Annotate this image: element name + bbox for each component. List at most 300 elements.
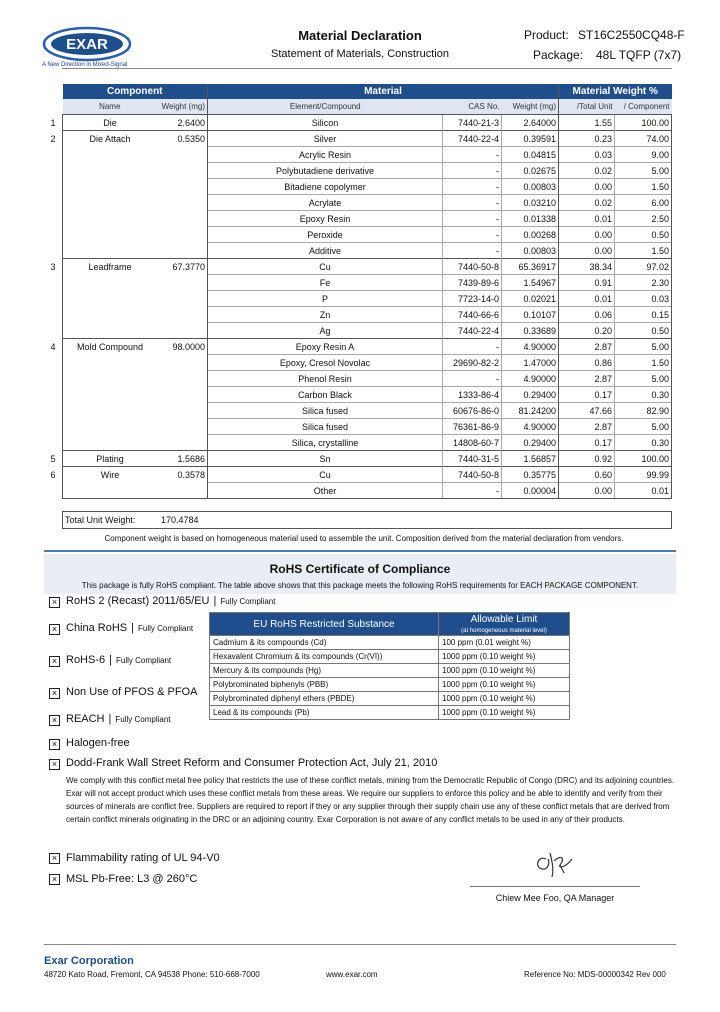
compliance-item-label: China RoHS — [66, 622, 128, 634]
element-name: Additive — [208, 243, 443, 259]
group-header-material: Material — [208, 84, 559, 99]
table-row — [44, 403, 672, 419]
component-name — [63, 323, 158, 339]
material-weight: 4.90000 — [502, 419, 559, 435]
component-name — [63, 483, 158, 499]
cas-number: 7440-50-8 — [443, 259, 502, 275]
component-name — [63, 355, 158, 371]
row-number: 3 — [50, 261, 56, 272]
material-weight: 4.90000 — [502, 371, 559, 387]
substance-name: Hexavalent Chromium & its compounds (Cr(VI)) — [210, 650, 439, 664]
material-weight: 0.02675 — [502, 163, 559, 179]
pct-total-unit: 0.03 — [559, 147, 615, 163]
row-number: 6 — [50, 469, 56, 480]
table-row — [44, 371, 672, 387]
element-name: Sn — [208, 451, 443, 467]
element-name: Epoxy Resin — [208, 211, 443, 227]
material-weight: 0.02021 — [502, 291, 559, 307]
element-name: Fe — [208, 275, 443, 291]
cas-number: 29690-82-2 — [443, 355, 502, 371]
component-weight — [157, 387, 208, 403]
col-element: Element/Compound — [208, 99, 443, 115]
element-name: Epoxy, Cresol Novolac — [208, 355, 443, 371]
compliance-item — [66, 686, 197, 698]
cas-number: - — [443, 483, 502, 499]
substance-row — [210, 692, 570, 706]
col-component: / Component — [615, 99, 672, 115]
material-weight: 0.00803 — [502, 243, 559, 259]
component-weight — [157, 163, 208, 179]
pct-component: 99.99 — [615, 467, 672, 483]
row-number — [44, 147, 63, 163]
component-name: Mold Compound — [63, 339, 158, 355]
package-label: Package: — [533, 48, 584, 62]
table-row — [44, 259, 672, 275]
row-number: 5 — [50, 453, 56, 464]
material-weight: 0.29400 — [502, 435, 559, 451]
cas-number: 1333-86-4 — [443, 387, 502, 403]
substance-row — [210, 706, 570, 720]
component-weight — [157, 355, 208, 371]
element-name: Carbon Black — [208, 387, 443, 403]
pct-component: 0.01 — [615, 483, 672, 499]
row-number — [44, 371, 63, 387]
footer-rule — [44, 944, 676, 945]
table-row — [44, 211, 672, 227]
material-weight: 0.29400 — [502, 387, 559, 403]
component-weight — [157, 179, 208, 195]
website-link[interactable]: www.exar.com — [326, 970, 378, 979]
material-weight: 1.47000 — [502, 355, 559, 371]
table-row — [44, 467, 672, 483]
col-weight: Weight (mg) — [157, 99, 208, 115]
exar-logo — [42, 26, 132, 62]
signature-line — [470, 886, 640, 887]
cas-number: 7440-31-5 — [443, 451, 502, 467]
cas-number: 7440-22-4 — [443, 323, 502, 339]
component-weight — [157, 195, 208, 211]
cas-number: - — [443, 371, 502, 387]
pct-component: 5.00 — [615, 339, 672, 355]
limit-subheader: (at homogeneous material level) — [439, 626, 570, 636]
cas-number: - — [443, 243, 502, 259]
element-name: Acrylic Resin — [208, 147, 443, 163]
compliance-item-status: Fully Compliant — [115, 715, 171, 724]
material-weight: 0.35775 — [502, 467, 559, 483]
cas-number: 7439-89-6 — [443, 275, 502, 291]
material-weight: 1.56857 — [502, 451, 559, 467]
pct-component: 1.50 — [615, 179, 672, 195]
pct-component: 97.02 — [615, 259, 672, 275]
substance-header: EU RoHS Restricted Substance — [210, 613, 439, 636]
pct-component: 1.50 — [615, 355, 672, 371]
pct-component: 0.30 — [615, 435, 672, 451]
component-name — [63, 307, 158, 323]
component-name: Wire — [63, 467, 158, 483]
material-weight: 0.00803 — [502, 179, 559, 195]
compliance-item-status: Fully Compliant — [220, 597, 276, 606]
compliance-item — [66, 622, 193, 634]
table-row — [44, 451, 672, 467]
element-name: Silver — [208, 131, 443, 147]
element-name: Epoxy Resin A — [208, 339, 443, 355]
pct-component: 82.90 — [615, 403, 672, 419]
component-weight — [157, 307, 208, 323]
page-title: Material Declaration — [298, 28, 422, 43]
cas-number: - — [443, 147, 502, 163]
row-number — [44, 211, 63, 227]
row-number — [44, 435, 63, 451]
col-name: Name — [63, 99, 158, 115]
pct-total-unit: 0.02 — [559, 163, 615, 179]
table-row — [44, 243, 672, 259]
element-name: Peroxide — [208, 227, 443, 243]
pct-total-unit: 0.01 — [559, 211, 615, 227]
cas-number: - — [443, 227, 502, 243]
substance-limit: 1000 ppm (0.10 weight %) — [439, 706, 570, 720]
component-name: Die — [63, 115, 158, 131]
substance-limit: 1000 ppm (0.10 weight %) — [439, 664, 570, 678]
component-weight: 1.5686 — [157, 451, 208, 467]
pct-total-unit: 0.00 — [559, 227, 615, 243]
cas-number: 60676-86-0 — [443, 403, 502, 419]
pct-total-unit: 1.55 — [559, 115, 615, 131]
compliance-item-label: RoHS 2 (Recast) 2011/65/EU — [66, 595, 210, 607]
substance-name: Polybrominated diphenyl ethers (PBDE) — [210, 692, 439, 706]
row-number — [44, 195, 63, 211]
component-weight — [157, 227, 208, 243]
limit-header: Allowable Limit — [439, 613, 570, 627]
compliance-item-label: RoHS-6 — [66, 654, 106, 666]
element-name: Cu — [208, 467, 443, 483]
cas-number: - — [443, 211, 502, 227]
row-number — [44, 403, 63, 419]
component-name — [63, 387, 158, 403]
company-name: Exar Corporation — [44, 955, 134, 967]
pct-component: 9.00 — [615, 147, 672, 163]
element-name: P — [208, 291, 443, 307]
component-name — [63, 163, 158, 179]
page-subtitle: Statement of Materials, Construction — [271, 48, 449, 60]
row-number — [44, 275, 63, 291]
component-weight — [157, 275, 208, 291]
component-name — [63, 275, 158, 291]
total-label: Total Unit Weight: — [65, 515, 136, 525]
table-row — [44, 387, 672, 403]
group-header-weight-pct: Material Weight % — [559, 84, 672, 99]
component-weight — [157, 211, 208, 227]
material-weight: 0.01338 — [502, 211, 559, 227]
pct-total-unit: 38.34 — [559, 259, 615, 275]
row-number — [44, 227, 63, 243]
col-cas: CAS No. — [443, 99, 502, 115]
component-weight — [157, 403, 208, 419]
pct-component: 0.03 — [615, 291, 672, 307]
element-name: Zn — [208, 307, 443, 323]
pct-component: 0.50 — [615, 227, 672, 243]
pct-total-unit: 0.92 — [559, 451, 615, 467]
compliance-item — [66, 737, 130, 749]
header-rule — [62, 68, 672, 69]
element-name: Silica fused — [208, 419, 443, 435]
check-box: × — [49, 874, 60, 885]
substance-limit: 100 ppm (0.01 weight %) — [439, 636, 570, 650]
component-weight — [157, 371, 208, 387]
component-name — [63, 179, 158, 195]
pct-total-unit: 0.02 — [559, 195, 615, 211]
compliance-item-status: Fully Compliant — [115, 656, 172, 665]
compliance-item — [66, 654, 171, 666]
row-number — [44, 179, 63, 195]
table-row — [44, 323, 672, 339]
component-name — [63, 195, 158, 211]
msl-label: MSL Pb-Free: L3 @ 260°C — [66, 873, 198, 885]
substance-name: Polybrominated biphenyls (PBB) — [210, 678, 439, 692]
pct-component: 0.50 — [615, 323, 672, 339]
pct-total-unit: 0.23 — [559, 131, 615, 147]
pct-total-unit: 2.87 — [559, 339, 615, 355]
table-row — [44, 483, 672, 499]
table-row — [44, 179, 672, 195]
element-name: Polybutadiene derivative — [208, 163, 443, 179]
row-number — [44, 243, 63, 259]
material-weight: 0.39591 — [502, 131, 559, 147]
row-number: 2 — [50, 133, 56, 144]
pct-total-unit: 47.66 — [559, 403, 615, 419]
element-name: Other — [208, 483, 443, 499]
pct-component: 5.00 — [615, 371, 672, 387]
pct-component: 1.50 — [615, 243, 672, 259]
cas-number: 7440-21-3 — [443, 115, 502, 131]
substance-table — [209, 612, 570, 720]
separator: | — [131, 622, 134, 634]
section-separator — [44, 550, 676, 552]
component-name: Die Attach — [63, 131, 158, 147]
material-table — [44, 84, 672, 499]
component-weight — [157, 419, 208, 435]
weight-note: Component weight is based on homogeneous material used to assemble the unit. Composition derived from the material declaration from vendors. — [104, 534, 624, 543]
row-number — [44, 355, 63, 371]
material-weight: 0.33689 — [502, 323, 559, 339]
pct-total-unit: 0.91 — [559, 275, 615, 291]
pct-total-unit: 0.00 — [559, 179, 615, 195]
table-row — [44, 339, 672, 355]
table-row — [44, 227, 672, 243]
product-value: ST16C2550CQ48-F — [578, 28, 685, 42]
pct-total-unit: 0.01 — [559, 291, 615, 307]
material-weight: 0.03210 — [502, 195, 559, 211]
pct-component: 100.00 — [615, 115, 672, 131]
material-weight: 4.90000 — [502, 339, 559, 355]
component-name — [63, 227, 158, 243]
table-row — [44, 419, 672, 435]
element-name: Silicon — [208, 115, 443, 131]
table-row — [44, 147, 672, 163]
material-weight: 65.36917 — [502, 259, 559, 275]
pct-component: 100.00 — [615, 451, 672, 467]
total-value: 170.4784 — [161, 515, 199, 525]
package-value: 48L TQFP (7x7) — [596, 48, 682, 62]
element-name: Bitadiene copolymer — [208, 179, 443, 195]
row-number — [44, 387, 63, 403]
component-name — [63, 371, 158, 387]
pct-component: 0.15 — [615, 307, 672, 323]
component-weight — [157, 323, 208, 339]
signature — [530, 845, 580, 881]
component-weight — [157, 291, 208, 307]
compliance-item-status: Fully Compliant — [138, 624, 194, 633]
compliance-item-label: Halogen-free — [66, 737, 130, 749]
substance-limit: 1000 ppm (0.10 weight %) — [439, 650, 570, 664]
component-weight — [157, 435, 208, 451]
row-number — [44, 307, 63, 323]
row-number: 1 — [50, 117, 56, 128]
cas-number: 7723-14-0 — [443, 291, 502, 307]
component-weight: 98.0000 — [157, 339, 208, 355]
compliance-item-label: Non Use of PFOS & PFOA — [66, 686, 198, 698]
group-header-component: Component — [63, 84, 208, 99]
cas-number: 7440-22-4 — [443, 131, 502, 147]
cas-number: 76361-86-9 — [443, 419, 502, 435]
cas-number: - — [443, 339, 502, 355]
component-weight — [157, 483, 208, 499]
row-number — [44, 291, 63, 307]
check-box: × — [49, 715, 60, 726]
compliance-item — [66, 595, 275, 607]
substance-row — [210, 678, 570, 692]
material-weight: 1.54967 — [502, 275, 559, 291]
component-weight: 0.5350 — [157, 131, 208, 147]
table-row — [44, 435, 672, 451]
substance-row — [210, 636, 570, 650]
component-weight: 2.6400 — [157, 115, 208, 131]
col-total-unit: /Total Unit — [559, 99, 615, 115]
pct-component: 2.30 — [615, 275, 672, 291]
pct-total-unit: 0.20 — [559, 323, 615, 339]
reference-number: Reference No: MDS-00000342 Rev 000 — [524, 970, 666, 979]
substance-limit: 1000 ppm (0.10 weight %) — [439, 692, 570, 706]
material-weight: 0.04815 — [502, 147, 559, 163]
component-name — [63, 419, 158, 435]
element-name: Cu — [208, 259, 443, 275]
check-box: × — [49, 656, 60, 667]
component-name: Plating — [63, 451, 158, 467]
pct-component: 74.00 — [615, 131, 672, 147]
element-name: Phenol Resin — [208, 371, 443, 387]
pct-total-unit: 0.00 — [559, 483, 615, 499]
row-number: 4 — [50, 341, 56, 352]
cas-number: 7440-50-8 — [443, 467, 502, 483]
rohs-subtitle: This package is fully RoHS compliant. The table above shows that this package meets the following RoHS requirements for EACH PACKAGE COMPONENT. — [81, 581, 639, 590]
product-label: Product: — [524, 28, 569, 42]
component-weight: 67.3770 — [157, 259, 208, 275]
material-weight: 81.24200 — [502, 403, 559, 419]
element-name: Silica fused — [208, 403, 443, 419]
component-name — [63, 211, 158, 227]
compliance-item — [66, 757, 437, 769]
pct-component: 0.30 — [615, 387, 672, 403]
check-box: × — [49, 688, 60, 699]
compliance-item — [66, 713, 171, 725]
table-row — [44, 355, 672, 371]
pct-total-unit: 0.17 — [559, 435, 615, 451]
pct-total-unit: 0.00 — [559, 243, 615, 259]
table-row — [44, 131, 672, 147]
substance-limit: 1000 ppm (0.10 weight %) — [439, 678, 570, 692]
material-weight: 0.10107 — [502, 307, 559, 323]
pct-component: 6.00 — [615, 195, 672, 211]
component-weight: 0.3578 — [157, 467, 208, 483]
flammability-label: Flammability rating of UL 94-V0 — [66, 852, 220, 864]
tagline: A New Direction in Mixed-Signal — [42, 62, 128, 68]
component-name: Leadframe — [63, 259, 158, 275]
row-number — [44, 323, 63, 339]
pct-total-unit: 0.17 — [559, 387, 615, 403]
col-mweight: Weight (mg) — [502, 99, 559, 115]
row-number — [44, 419, 63, 435]
table-row — [44, 163, 672, 179]
company-address: 48720 Kato Road, Fremont, CA 94538 Phone: 510-668-7000 — [44, 970, 260, 979]
substance-name: Cadmium & its compounds (Cd) — [210, 636, 439, 650]
separator: | — [108, 713, 112, 725]
separator: | — [109, 654, 112, 666]
check-box: × — [49, 739, 60, 750]
check-box: × — [49, 759, 60, 770]
table-row — [44, 195, 672, 211]
element-name: Silica, crystalline — [208, 435, 443, 451]
pct-total-unit: 0.86 — [559, 355, 615, 371]
substance-name: Lead & its compounds (Pb) — [210, 706, 439, 720]
component-name — [63, 435, 158, 451]
cas-number: 7440-66-6 — [443, 307, 502, 323]
element-name: Acrylate — [208, 195, 443, 211]
table-row — [44, 275, 672, 291]
pct-component: 2.50 — [615, 211, 672, 227]
pct-total-unit: 0.06 — [559, 307, 615, 323]
cas-number: - — [443, 179, 502, 195]
pct-total-unit: 2.87 — [559, 419, 615, 435]
pct-component: 5.00 — [615, 419, 672, 435]
total-unit-weight — [62, 511, 672, 529]
pct-total-unit: 0.60 — [559, 467, 615, 483]
conflict-metal-paragraph: We comply with this conflict metal free policy that restricts the use of these conflict metals, mining from the Democratic Republic of Congo (DRC) and its adjoining countries. Exar will not accept product which uses these conflict metals from these areas. We require our suppliers to enforce this policy and be able to identify and verify from their sources of minerals are conflict free. Suppliers are required to report if they or any supplier through their supply chain use any of these conflict metals that are derived from certain conflict minerals originating in the DRC or an adjoining country. Exar Corporation is not aware of any conflict metals to be used in any of their products. — [66, 776, 675, 824]
cas-number: - — [443, 195, 502, 211]
logo-text: EXAR — [66, 36, 108, 53]
compliance-item-label: Dodd-Frank Wall Street Reform and Consumer Protection Act, July 21, 2010 — [66, 757, 438, 769]
row-number — [44, 163, 63, 179]
pct-component: 5.00 — [615, 163, 672, 179]
table-row — [44, 115, 672, 131]
row-number — [44, 483, 63, 499]
component-name — [63, 243, 158, 259]
rohs-title: RoHS Certificate of Compliance — [269, 562, 451, 576]
table-row — [44, 307, 672, 323]
substance-row — [210, 650, 570, 664]
cas-number: - — [443, 163, 502, 179]
component-name — [63, 403, 158, 419]
separator: | — [213, 595, 217, 607]
check-box: × — [49, 597, 60, 608]
material-weight: 0.00004 — [502, 483, 559, 499]
check-box: × — [49, 624, 60, 635]
pct-total-unit: 2.87 — [559, 371, 615, 387]
component-weight — [157, 147, 208, 163]
component-weight — [157, 243, 208, 259]
material-weight: 2.64000 — [502, 115, 559, 131]
table-row — [44, 291, 672, 307]
element-name: Ag — [208, 323, 443, 339]
signer-name: Chiew Mee Foo, QA Manager — [495, 893, 615, 903]
